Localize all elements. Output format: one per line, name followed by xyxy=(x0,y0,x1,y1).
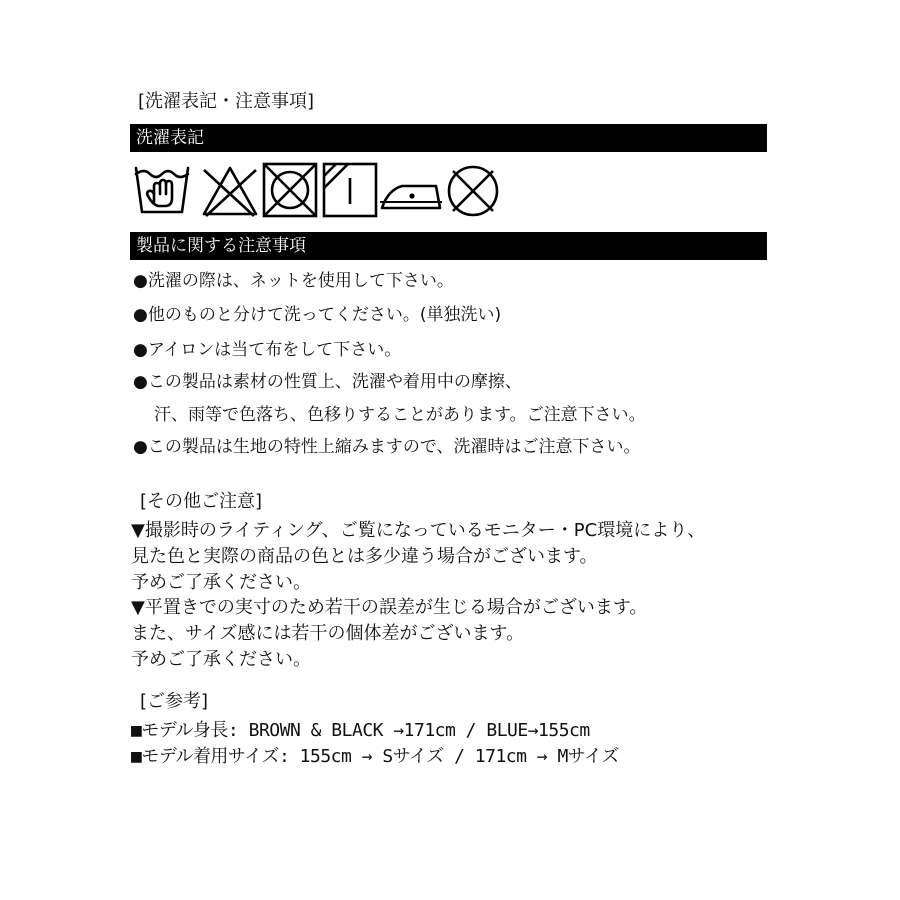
caution-line: ●他のものと分けて洗ってください。(単独洗い) xyxy=(133,305,502,325)
reference-heading: [ご参考] xyxy=(140,691,209,712)
caution-line: ●アイロンは当て布をして下さい。 xyxy=(133,340,402,360)
other-notes-heading: [その他ご注意] xyxy=(140,491,263,512)
other-notes-line: 予めご了承ください。 xyxy=(131,572,311,593)
caution-line: 汗、雨等で色落ち、色移りすることがあります。ご注意下さい。 xyxy=(154,405,646,425)
care-heading: [洗濯表記・注意事項] xyxy=(138,91,315,112)
other-notes-line: また、サイズ感には若干の個体差がございます。 xyxy=(131,623,525,644)
hand-wash-icon xyxy=(132,162,192,218)
model-height-line: ■モデル身長: BROWN & BLACK →171cm / BLUE→155cm xyxy=(131,720,590,741)
no-dry-clean-icon xyxy=(444,162,502,220)
model-size-line: ■モデル着用サイズ: 155cm → Sサイズ / 171cm → Mサイズ xyxy=(131,746,619,767)
cautions-label-bar xyxy=(130,232,767,260)
caution-line: ●この製品は素材の性質上、洗濯や着用中の摩擦、 xyxy=(133,372,522,392)
cautions-label-bar-text: 製品に関する注意事項 xyxy=(136,236,306,256)
no-tumble-dry-icon xyxy=(262,162,318,218)
other-notes-line: 見た色と実際の商品の色とは多少違う場合がございます。 xyxy=(131,546,598,567)
line-dry-icon xyxy=(322,162,378,218)
low-iron-icon xyxy=(378,162,444,218)
other-notes-line: 予めご了承ください。 xyxy=(131,649,311,670)
other-notes-line: ▼平置きでの実寸のため若干の誤差が生じる場合がございます。 xyxy=(131,597,648,618)
no-bleach-icon xyxy=(200,162,260,218)
caution-line: ●この製品は生地の特性上縮みますので、洗濯時はご注意下さい。 xyxy=(133,437,641,457)
caution-line: ●洗濯の際は、ネットを使用して下さい。 xyxy=(133,271,454,291)
washing-label-bar xyxy=(130,124,767,152)
washing-label-bar-text: 洗濯表記 xyxy=(136,128,204,148)
other-notes-line: ▼撮影時のライティング、ご覧になっているモニター・PC環境により、 xyxy=(131,520,706,541)
